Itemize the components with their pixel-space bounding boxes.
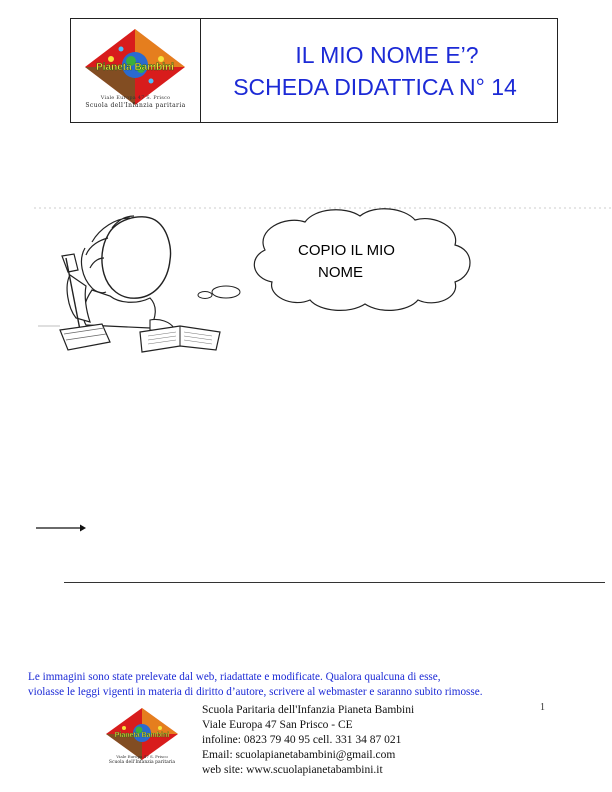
worksheet-number: SCHEDA DIDATTICA N° 14 (233, 73, 517, 100)
footer-logo-address: Viale Europa 47 S. Prisco (116, 754, 168, 759)
logo-school-text: Scuola dell'Infanzia paritaria (85, 102, 186, 109)
bubble-line-1: COPIO IL MIO (298, 242, 395, 259)
page-number: 1 (540, 702, 545, 713)
title-cell (201, 19, 557, 122)
footer-logo-school: Scuola dell'Infanzia paritaria (108, 760, 176, 765)
footer-school-name: Scuola Paritaria dell'Infanzia Pianeta Bambini (202, 704, 415, 716)
child-writing-illustration (30, 200, 612, 380)
logo-address-text: Viale Europa 47 S. Prisco (100, 95, 171, 101)
footer-logo-brand: Pianeta Bambini (114, 732, 170, 739)
footer-email: Email: scuolapianetabambini@gmail.com (202, 749, 396, 761)
footer-website: web site: www.scuolapianetabambini.it (202, 764, 383, 776)
writing-line (64, 582, 605, 583)
bubble-line-2: NOME (318, 264, 363, 281)
footer-address: Viale Europa 47 San Prisco - CE (202, 719, 353, 731)
footer-phone: infoline: 0823 79 40 95 cell. 331 34 87 021 (202, 734, 402, 746)
logo-cell (71, 19, 201, 122)
disclaimer-line-1: Le immagini sono state prelevate dal web, riadattate e modificate. Qualora qualcuna di esse, (28, 671, 441, 683)
disclaimer-line-2: violasse le leggi vigenti in materia di diritto d’autore, scrivere al webmaster e saranno subito rimosse. (28, 685, 483, 698)
footer-contact-info (202, 703, 414, 778)
page-title: IL MIO NOME E’? (295, 41, 479, 68)
copyright-disclaimer (28, 670, 608, 699)
arrow-right-icon (36, 522, 86, 534)
header-box (70, 18, 558, 123)
logo-brand-text: Pianeta Bambini (96, 62, 174, 73)
